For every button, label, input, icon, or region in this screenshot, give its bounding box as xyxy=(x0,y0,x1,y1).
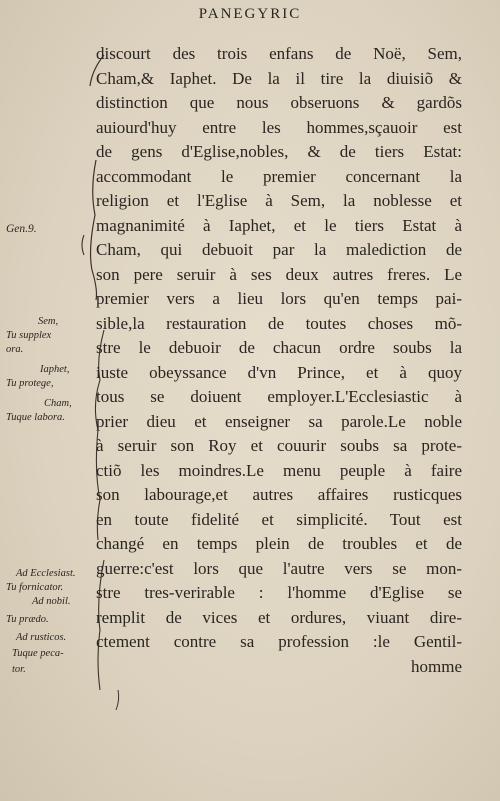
text-line: iuste obeyssance d'vn Prince, et à quoy xyxy=(96,362,462,382)
text-line: accommodant le premier concernant la xyxy=(96,166,462,186)
text-line: stre tres-verirable : l'homme d'Eglise se xyxy=(96,583,462,602)
margin-note-tu-supplex: Tu supplex xyxy=(6,330,52,341)
text-line: discourt des trois enfans de Noë, Sem, xyxy=(96,44,462,63)
margin-note-tuque-peca: Tuque peca- xyxy=(12,648,64,659)
text-line: en toute fidelité et simplicité. Tout est xyxy=(96,509,462,529)
margin-note-iaphet: Iaphet, xyxy=(40,364,70,375)
text-line: ctiõ les moindres.Le menu peuple à faire xyxy=(96,460,462,480)
margin-note-ad-ecclesiast: Ad Ecclesiast. xyxy=(16,568,76,579)
margin-note-tor: tor. xyxy=(12,664,26,675)
body-text xyxy=(96,42,462,679)
margin-note-gen: Gen.9. xyxy=(6,223,37,235)
text-line: prier dieu et enseigner sa parole.Le noble xyxy=(96,411,462,431)
text-line: Cham, qui debuoit par la malediction de xyxy=(96,240,462,259)
margin-note-ora: ora. xyxy=(6,344,24,355)
margin-note-cham: Cham, xyxy=(44,398,72,409)
text-line: distinction que nous obseruons & gardõs xyxy=(96,93,462,112)
margin-note-ad-rusticos: Ad rusticos. xyxy=(16,632,67,643)
margin-note-ad-nobil: Ad nobil. xyxy=(32,596,71,607)
text-line: premier vers a lieu lors qu'en temps pai- xyxy=(96,289,462,308)
text-line: sible,la restauration de toutes choses mõ- xyxy=(96,313,462,333)
margin-note-tu-protege: Tu protege, xyxy=(6,378,54,389)
text-line: son labourage,et autres affaires rusticques xyxy=(96,485,462,504)
text-line: stre le debuoir de chacun ordre soubs la xyxy=(96,338,462,357)
text-line: tous se doiuent employer.L'Ecclesiastic à xyxy=(96,387,462,406)
margin-note-tuque-labora: Tuque labora. xyxy=(6,412,65,423)
margin-note-sem: Sem, xyxy=(38,316,59,327)
text-line: magnanimité à Iaphet, et le tiers Estat à xyxy=(96,215,462,235)
text-line: de gens d'Eglise,nobles, & de tiers Estat: xyxy=(96,142,462,161)
text-line: changé en temps plein de troubles et de xyxy=(96,534,462,553)
text-line: ctement contre sa profession :le Gentil- xyxy=(96,632,462,651)
margin-note-tu-fornicator: Tu fornicator. xyxy=(6,582,64,593)
margin-note-tu-praedo: Tu prædo. xyxy=(6,614,49,625)
text-line: auiourd'huy entre les hommes,sçauoir est xyxy=(96,117,462,137)
running-title: PANEGYRIC xyxy=(198,6,302,22)
text-line: son pere seruir à ses deux autres freres. Le xyxy=(96,264,462,284)
text-line: à seruir son Roy et couurir soubs sa prote- xyxy=(96,436,462,455)
text-line-catchword: homme xyxy=(411,656,462,676)
text-line: Cham,& Iaphet. De la il tire la diuisiõ & xyxy=(96,68,462,88)
text-line: remplit de vices et ordures, viuant dire- xyxy=(96,607,462,627)
text-line: guerre:c'est lors que l'autre vers se mon- xyxy=(96,558,462,578)
text-line: religion et l'Eglise à Sem, la noblesse et xyxy=(96,191,462,210)
